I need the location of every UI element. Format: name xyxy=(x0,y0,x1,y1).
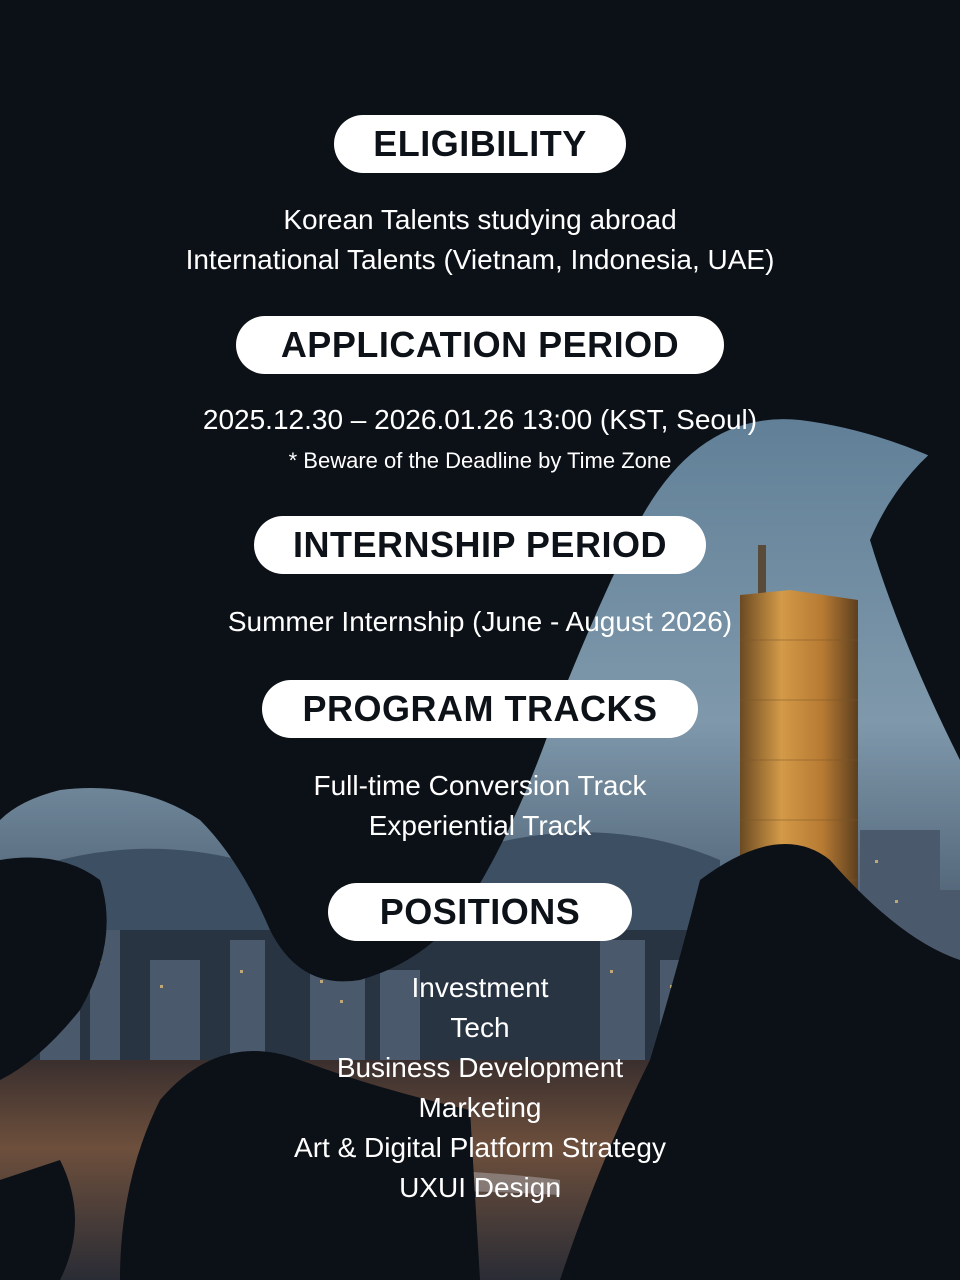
application-period-dates: 2025.12.30 – 2026.01.26 13:00 (KST, Seoul) xyxy=(202,404,758,435)
eligibility-line-1: Korean Talents studying abroad xyxy=(283,204,677,235)
program-track-2: Experiential Track xyxy=(368,810,592,841)
position-item: Investment xyxy=(411,972,549,1003)
position-item: Art & Digital Platform Strategy xyxy=(294,1132,666,1163)
application-period-heading: APPLICATION PERIOD xyxy=(236,316,724,374)
eligibility-line-2: International Talents (Vietnam, Indonesia, UAE) xyxy=(185,244,775,275)
internship-period-heading: INTERNSHIP PERIOD xyxy=(254,516,706,574)
position-item: Marketing xyxy=(418,1092,542,1123)
program-tracks-heading: PROGRAM TRACKS xyxy=(262,680,698,738)
positions-heading: POSITIONS xyxy=(328,883,632,941)
program-track-1: Full-time Conversion Track xyxy=(313,770,647,801)
position-item: Tech xyxy=(450,1012,510,1043)
deadline-note: * Beware of the Deadline by Time Zone xyxy=(288,448,672,473)
eligibility-heading: ELIGIBILITY xyxy=(334,115,626,173)
position-item: UXUI Design xyxy=(399,1172,561,1203)
position-item: Business Development xyxy=(336,1052,624,1083)
internship-period-line: Summer Internship (June - August 2026) xyxy=(227,606,733,637)
